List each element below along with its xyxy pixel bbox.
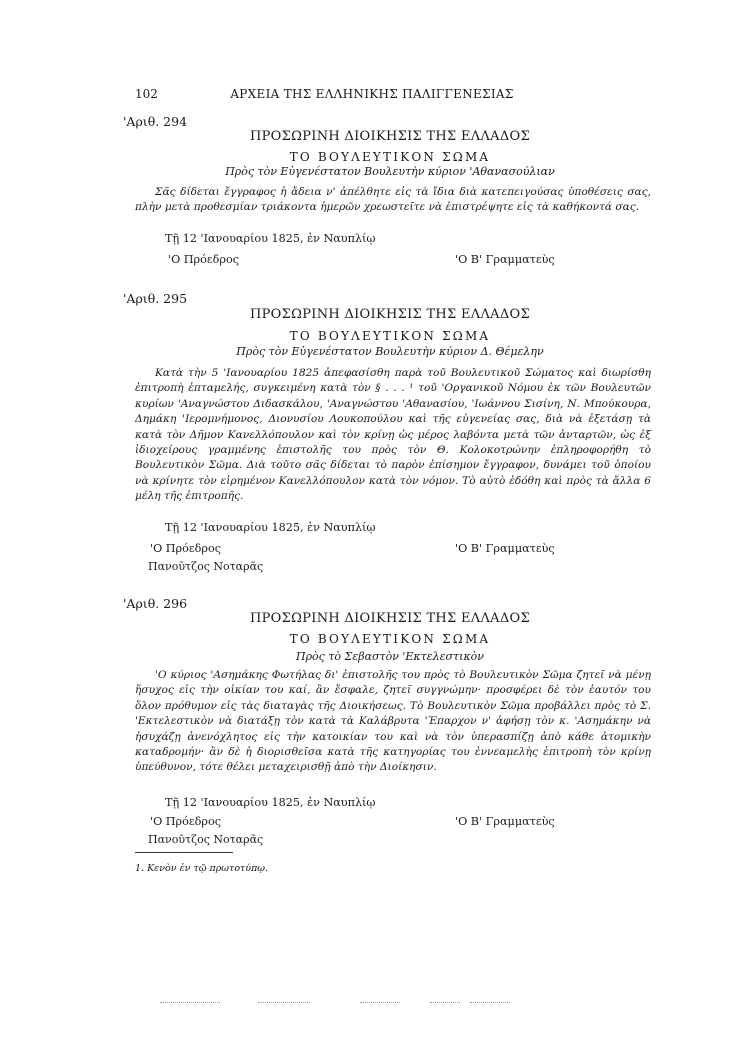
document-heading: ΠΡΟΣΩΡΙΝΗ ΔΙΟΙΚΗΣΙΣ ΤΗΣ ΕΛΛΑΔΟΣ [250, 129, 530, 144]
document-number: 'Αριθ. 294 [123, 114, 188, 129]
document-body [135, 185, 651, 216]
document-date: Τῇ 12 'Ιανουαρίου 1825, ἐν Ναυπλίῳ [165, 521, 376, 534]
document-heading: ΠΡΟΣΩΡΙΝΗ ΔΙΟΙΚΗΣΙΣ ΤΗΣ ΕΛΛΑΔΟΣ [250, 307, 530, 322]
document-number: 'Αριθ. 295 [123, 291, 188, 306]
issuing-body-title: ΤΟ ΒΟΥΛΕΥΤΙΚΟΝ ΣΩΜΑ [289, 632, 491, 646]
issuing-body-title: ΤΟ ΒΟΥΛΕΥΤΙΚΟΝ ΣΩΜΑ [289, 329, 491, 343]
footnote: 1. Κενὸν ἐν τῷ πρωτοτύπῳ. [135, 863, 269, 874]
signatory-president: 'Ο Πρόεδρος [150, 815, 221, 828]
scan-artifact [360, 1002, 400, 1004]
paragraph: Κατὰ τὴν 5 'Ιανουαρίου 1825 ἀπεφασίσθη παρὰ τοῦ Βουλευτικοῦ Σώματος καὶ διωρίσθη ἐπιτροπὴ ἐπταμελής, συγκειμένη κατὰ τὸν § . . . ¹ τοῦ 'Οργανικοῦ Νόμου ἐκ τῶν Βουλευτῶν κυρίων 'Αναγνώστου Διδασκάλου, 'Αναγνώστου 'Αθανασίου, 'Ιωάννου Σισίνη, Ν. Μπούκουρα, Δημάκη 'Ιερομνήμονος, Διονυσίου Λουκοπούλου καὶ τῆς εὐγενείας σας, διὰ νὰ ἐξετάσῃ τὰ κατὰ τὸν Δῆμον Κανελλόπουλον καὶ τὸν κρίνῃ ὡς μέρος λαβόντα μετὰ τῶν ἀνταρτῶν, ὡς ἐξ ἰδιοχείρους γραμμένης ἐπιστολῆς του πρὸς τὸν Θ. Κολοκοτρώνην ἐπληροφορήθη τὸ Βουλευτικὸν Σῶμα. Διὰ τοῦτο σᾶς δίδεται τὸ παρὸν ἐπίσημον ἔγγραφον, δυνάμει τοῦ ὁποίου νὰ κρίνητε τὸν εἰρημένον Κανελλόπουλον κατὰ τὸν νόμον. Τὸ αὐτὸ ἐδόθη καὶ πρὸς τὰ ἄλλα 6 μέλη τῆς ἐπιτροπῆς. [135, 367, 651, 503]
document-body [135, 668, 651, 776]
document-date: Τῇ 12 'Ιανουαρίου 1825, ἐν Ναυπλίῳ [165, 796, 376, 809]
document-heading: ΠΡΟΣΩΡΙΝΗ ΔΙΟΙΚΗΣΙΣ ΤΗΣ ΕΛΛΑΔΟΣ [250, 611, 530, 626]
addressee: Πρὸς τὸν Εὐγενέστατον Βουλευτὴν κύριον 'Αθανασούλιαν [225, 165, 555, 178]
scan-artifact [160, 1002, 220, 1004]
issuing-body-title: ΤΟ ΒΟΥΛΕΥΤΙΚΟΝ ΣΩΜΑ [289, 150, 491, 164]
scan-artifact [470, 1002, 510, 1004]
signatory-president: 'Ο Πρόεδρος [150, 542, 221, 555]
paragraph: Σᾶς δίδεται ἔγγραφος ἡ ἄδεια ν' ἀπέλθητε εἰς τὰ ἴδια διὰ κατεπειγούσας ὑποθέσεις σας, πλὴν μετὰ προθεσμίαν τριάκοντα ἡμερῶν χρεωστεῖτε νὰ ἐπιστρέψητε εἰς τὰ καθήκοντά σας. [135, 186, 651, 214]
scan-artifact [258, 1002, 310, 1004]
signatory-president: 'Ο Πρόεδρος [168, 253, 239, 266]
document-body [135, 366, 651, 505]
page-number: 102 [135, 87, 158, 101]
signatory-president-name: Πανοῦτζος Νοταρᾶς [148, 560, 264, 573]
running-title: ΑΡΧΕΙΑ ΤΗΣ ΕΛΛΗΝΙΚΗΣ ΠΑΛΙΓΓΕΝΕΣΙΑΣ [230, 87, 514, 101]
scan-artifact [430, 1002, 460, 1004]
signatory-secretary: 'Ο Β' Γραμματεὺς [455, 253, 555, 266]
document-date: Τῇ 12 'Ιανουαρίου 1825, ἐν Ναυπλίῳ [165, 232, 376, 245]
paragraph: 'Ο κύριος 'Ασημάκης Φωτήλας δι' ἐπιστολῆς του πρὸς τὸ Βουλευτικὸν Σῶμα ζητεῖ νὰ μένῃ ἥσυχος εἰς τὴν οἰκίαν του καί, ἂν ἔσφαλε, ζητεῖ συγγνώμην· προσφέρει δὲ τὸν ἑαυτόν του ὅλον πρόθυμον εἰς τὰς διαταγὰς τῆς Διοικήσεως. Τὸ Βουλευτικὸν Σῶμα προβάλλει πρὸς τὸ Σ. 'Εκτελεστικὸν νὰ διατάξῃ τὸν κατὰ τὰ Καλάβρυτα 'Έπαρχον ν' ἀφήσῃ τὸν κ. 'Ασημάκην νὰ ἡσυχάζῃ ἀνενόχλητος εἰς τὴν κατοικίαν του καὶ νὰ τὸν ὑπερασπίζῃ ἀπὸ κάθε ἀτομικὴν καταδρομήν· ἂν δὲ ἡ διορισθεῖσα κατὰ τῆς κατηγορίας του ἐννεαμελὴς ἐπιτροπὴ τὸν κρίνῃ ὑπεύθυνον, τότε θέλει μεταχειρισθῇ ἀπὸ τὴν Διοίκησιν. [135, 669, 651, 774]
document-number: 'Αριθ. 296 [123, 596, 188, 611]
addressee: Πρὸς τὸ Σεβαστὸν 'Εκτελεστικὸν [296, 650, 484, 663]
signatory-secretary: 'Ο Β' Γραμματεὺς [455, 815, 555, 828]
addressee: Πρὸς τὸν Εὐγενέστατον Βουλευτὴν κύριον Δ. Θέμελην [236, 345, 544, 358]
footnote-rule [135, 852, 233, 853]
signatory-secretary: 'Ο Β' Γραμματεὺς [455, 542, 555, 555]
signatory-president-name: Πανοῦτζος Νοταρᾶς [148, 833, 264, 846]
